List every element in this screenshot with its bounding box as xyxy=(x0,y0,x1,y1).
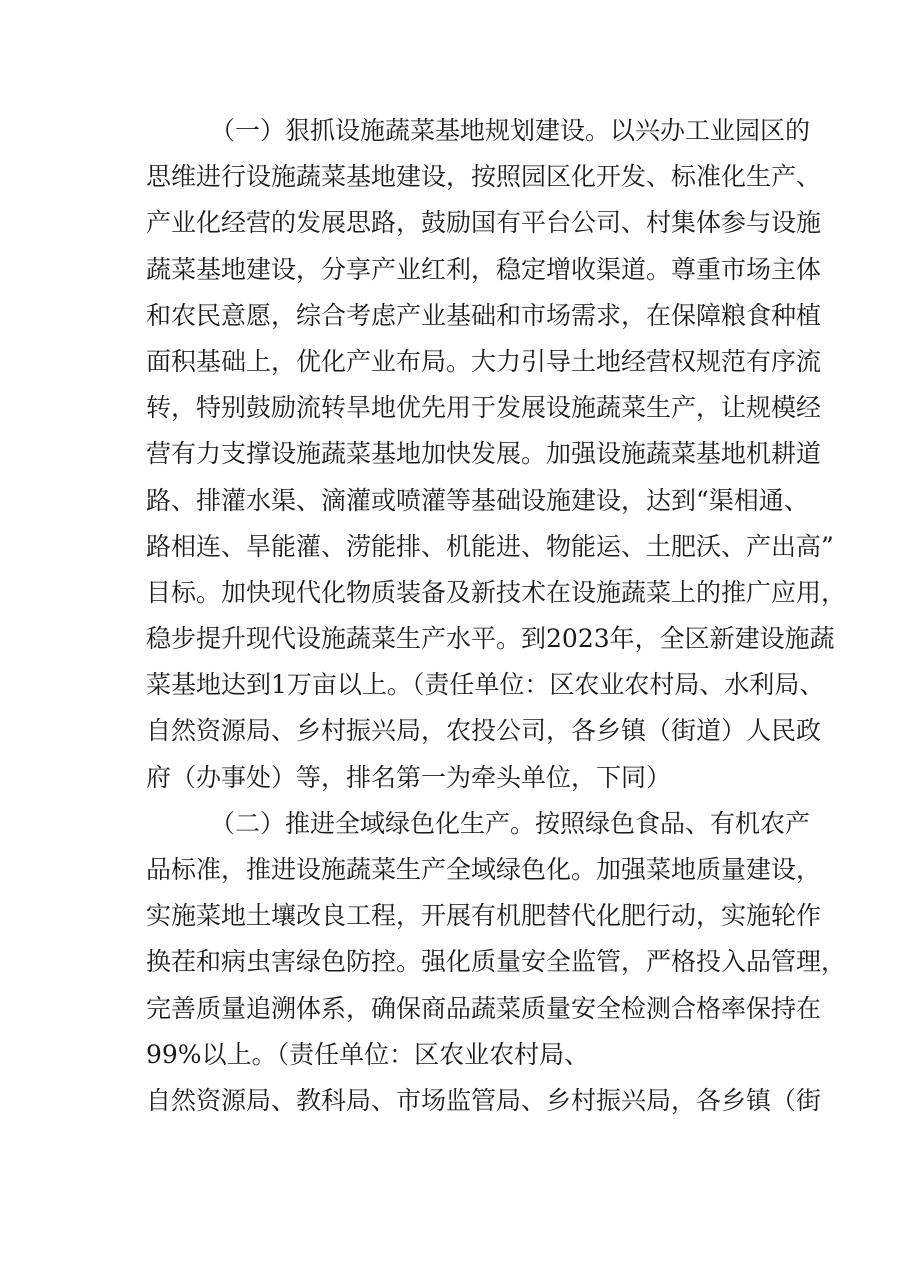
paragraph-2-line-3: 实施菜地土壤改良工程，开展有机肥替代化肥行动，实施轮作 xyxy=(146,901,822,931)
paragraph-2-line-1: （二）推进全域绿色化生产。按照绿色食品、有机农产 xyxy=(210,808,811,838)
paragraph-1-line-12: 稳步提升现代设施蔬菜生产水平。到2023年，全区新建设施蔬 xyxy=(146,624,835,654)
paragraph-2-line-2: 品标准，推进设施蔬菜生产全域绿色化。加强菜地质量建设， xyxy=(146,855,822,884)
paragraph-1-line-4: 蔬菜基地建设，分享产业红利，稳定增收渠道。尊重市场主体 xyxy=(146,254,822,284)
paragraph-1-line-6: 面积基础上，优化产业布局。大力引导土地经营权规范有序流 xyxy=(146,346,822,376)
paragraph-2-line-7: 自然资源局、教科局、市场监管局、乡村振兴局，各乡镇（街 xyxy=(146,1085,822,1115)
paragraph-1-line-11: 目标。加快现代化物质装备及新技术在设施蔬菜上的推广应用， xyxy=(146,577,847,607)
document-body xyxy=(146,108,847,1124)
paragraph-2-line-5: 完善质量追溯体系，确保商品蔬菜质量安全检测合格率保持在 xyxy=(146,993,822,1023)
paragraph-1-line-8: 营有力支撑设施蔬菜基地加快发展。加强设施蔬菜基地机耕道 xyxy=(146,439,822,469)
paragraph-1-line-15: 府（办事处）等，排名第一为牵头单位，下同） xyxy=(146,762,672,792)
paragraph-1-line-7: 转，特别鼓励流转旱地优先用于发展设施蔬菜生产，让规模经 xyxy=(146,393,822,423)
paragraph-1-line-3: 产业化经营的发展思路，鼓励国有平台公司、村集体参与设施 xyxy=(146,208,822,238)
paragraph-1-line-14: 自然资源局、乡村振兴局，农投公司，各乡镇（街道）人民政 xyxy=(146,716,822,746)
paragraph-1-line-5: 和农民意愿，综合考虑产业基础和市场需求，在保障粮食种植 xyxy=(146,300,822,330)
paragraph-1-line-9: 路、排灌水渠、滴灌或喷灌等基础设施建设，达到“渠相通、 xyxy=(146,485,809,515)
paragraph-1-line-2: 思维进行设施蔬菜基地建设，按照园区化开发、标准化生产、 xyxy=(146,162,822,192)
paragraph-1-line-13: 菜基地达到1万亩以上。（责任单位：区农业农村局、水利局、 xyxy=(146,670,825,700)
paragraph-1-line-1: （一）狠抓设施蔬菜基地规划建设。以兴办工业园区的 xyxy=(210,116,811,145)
paragraph-2-line-6: 99%以上。（责任单位：区农业农村局、 xyxy=(146,1039,590,1069)
paragraph-1-line-10: 路相连、旱能灌、涝能排、机能进、物能运、土肥沃、产出高” xyxy=(146,531,834,561)
paragraph-2-line-4: 换茬和病虫害绿色防控。强化质量安全监管，严格投入品管理， xyxy=(146,947,847,977)
